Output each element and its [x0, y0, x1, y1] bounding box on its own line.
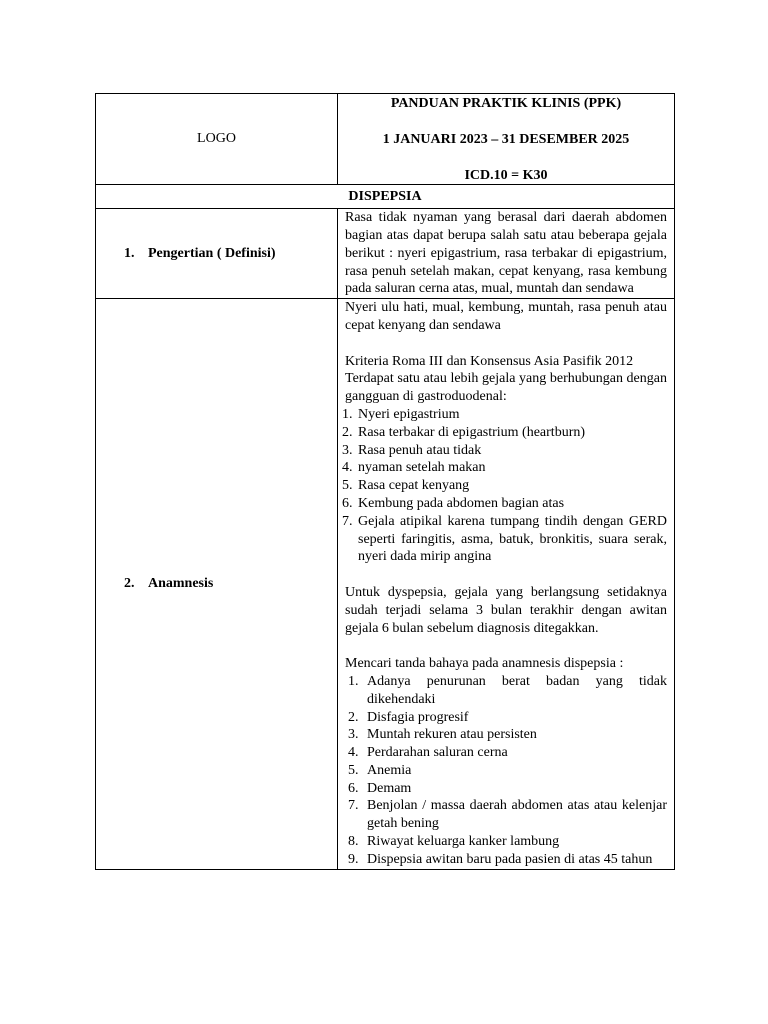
criteria-item-number: 4. — [342, 460, 353, 476]
criteria-item-number: 1. — [342, 406, 353, 422]
danger-item-text: Perdarahan saluran cerna — [367, 745, 508, 761]
header-info — [338, 94, 675, 185]
validity-period: 1 JANUARI 2023 – 31 DESEMBER 2025 — [382, 131, 630, 147]
danger-item — [345, 797, 667, 833]
definition-label — [96, 209, 338, 299]
criteria-item-text: Rasa terbakar di epigastrium (heartburn) — [358, 424, 586, 440]
criteria-item-text: Rasa penuh atau tidak — [358, 442, 482, 458]
document-title: PANDUAN PRAKTIK KLINIS (PPK) — [390, 96, 622, 111]
danger-item-number: 6. — [348, 780, 359, 796]
danger-item-number: 8. — [348, 834, 359, 850]
criteria-item-number: 6. — [342, 495, 353, 511]
danger-item — [345, 762, 667, 780]
danger-item-number: 2. — [348, 709, 359, 725]
criteria-item — [342, 477, 667, 495]
logo-placeholder — [96, 94, 338, 185]
duration-text: Untuk dyspepsia, gejala yang berlangsung setidaknya sudah terjadi selama 3 bulan terakhir dengan awitan gejala 6 bulan sebelum diagnosis ditegakkan. — [345, 584, 667, 636]
ppk-table — [95, 93, 675, 870]
danger-list — [345, 673, 667, 869]
definition-label-text: Pengertian ( Definisi) — [148, 245, 276, 261]
anamnesis-content — [338, 299, 675, 870]
danger-item-text: Dispepsia awitan baru pada pasien di atas 45 tahun — [367, 851, 653, 867]
criteria-item-number: 3. — [342, 442, 353, 458]
danger-item — [345, 780, 667, 798]
definition-row — [96, 209, 675, 299]
danger-item — [345, 673, 667, 709]
danger-item-text: Benjolan / massa daerah abdomen atas atau kelenjar getah bening — [367, 798, 667, 832]
danger-item — [345, 744, 667, 762]
danger-item-text: Demam — [367, 780, 412, 796]
danger-item — [345, 851, 667, 869]
criteria-item-number: 7. — [342, 513, 353, 529]
danger-item-number: 4. — [348, 745, 359, 761]
anamnesis-label — [96, 299, 338, 870]
criteria-item — [342, 442, 667, 460]
danger-item-number: 9. — [348, 851, 359, 867]
anamnesis-row — [96, 299, 675, 870]
danger-item-number: 3. — [348, 727, 359, 743]
criteria-item-text: Gejala atipikal karena tumpang tindih dengan GERD seperti faringitis, asma, batuk, bronkitis, suara serak, nyeri dada mirip angina — [358, 513, 667, 565]
danger-item-number: 5. — [348, 762, 359, 778]
anamnesis-label-text: Anamnesis — [148, 576, 214, 592]
section-title-row — [96, 185, 675, 209]
criteria-item-number: 2. — [342, 424, 353, 440]
criteria-item-text: Rasa cepat kenyang — [358, 478, 470, 494]
criteria-item — [342, 459, 667, 477]
criteria-item — [342, 513, 667, 566]
criteria-list — [342, 406, 667, 566]
logo-text: LOGO — [197, 131, 236, 147]
danger-item-text: Anemia — [367, 762, 412, 778]
icd-code: ICD.10 = K30 — [464, 167, 548, 183]
criteria-item-text: Nyeri epigastrium — [358, 406, 460, 422]
criteria-text: Terdapat satu atau lebih gejala yang berhubungan dengan gangguan di gastroduodenal: — [345, 371, 667, 405]
danger-item-text: Disfagia progresif — [367, 709, 469, 725]
criteria-item-text: nyaman setelah makan — [358, 460, 486, 476]
definition-number: 1. — [124, 245, 135, 261]
criteria-title: Kriteria Roma III dan Konsensus Asia Pasifik 2012 — [345, 353, 634, 369]
danger-item-text: Riwayat keluarga kanker lambung — [367, 834, 560, 850]
anamnesis-number: 2. — [124, 576, 135, 592]
danger-item-text: Muntah rekuren atau persisten — [367, 727, 537, 743]
section-title: DISPEPSIA — [96, 185, 675, 209]
anamnesis-intro: Nyeri ulu hati, mual, kembung, muntah, rasa penuh atau cepat kenyang dan sendawa — [345, 300, 667, 333]
danger-item-text: Adanya penurunan berat badan yang tidak dikehendaki — [367, 673, 667, 707]
criteria-item — [342, 495, 667, 513]
danger-item-number: 7. — [348, 798, 359, 814]
criteria-item — [342, 406, 667, 424]
criteria-item — [342, 424, 667, 442]
danger-item-number: 1. — [348, 673, 359, 689]
danger-title: Mencari tanda bahaya pada anamnesis dispepsia : — [345, 656, 624, 672]
definition-text: Rasa tidak nyaman yang berasal dari daerah abdomen bagian atas dapat berupa salah satu atau beberapa gejala berikut : nyeri epigastrium, rasa terbakar di epigastrium, rasa penuh setelah makan, cepat kenyang, rasa kembung pada saluran cerna atas, mual, muntah dan sendawa — [338, 209, 675, 299]
danger-item — [345, 833, 667, 851]
danger-item — [345, 709, 667, 727]
criteria-item-number: 5. — [342, 478, 353, 494]
header-row — [96, 94, 675, 185]
criteria-item-text: Kembung pada abdomen bagian atas — [358, 495, 565, 511]
danger-item — [345, 726, 667, 744]
